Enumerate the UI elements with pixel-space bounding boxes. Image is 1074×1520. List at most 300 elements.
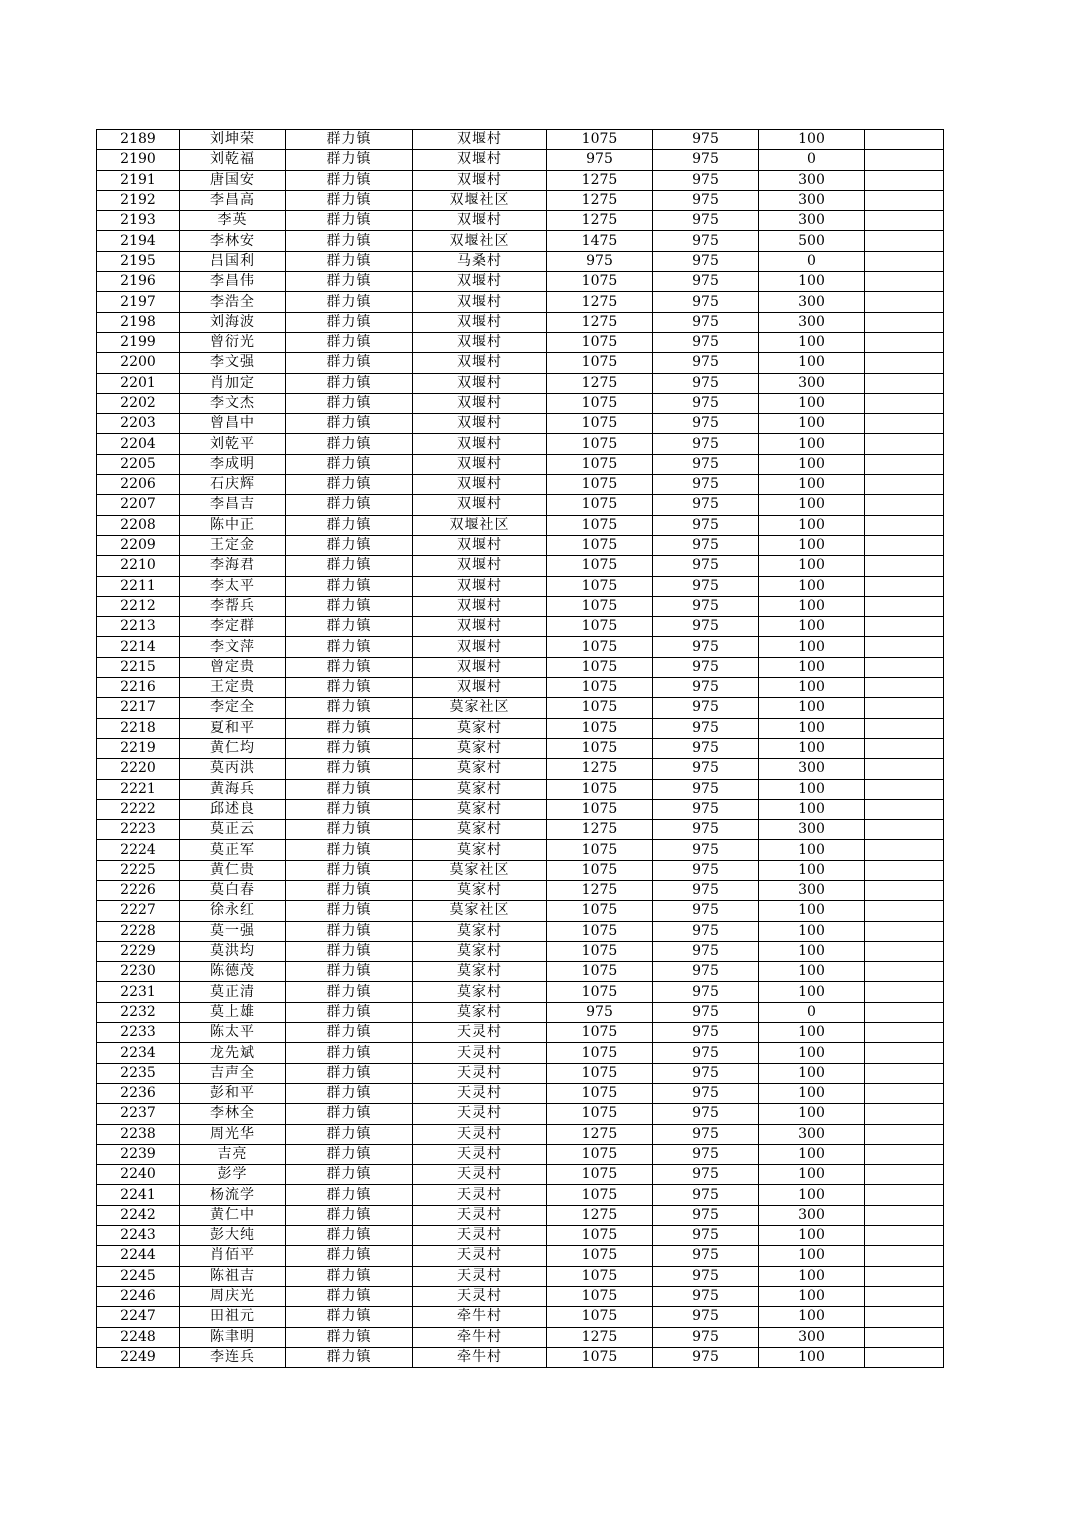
difference-cell: 100 (759, 1286, 865, 1306)
name-cell: 李林安 (180, 231, 286, 251)
name-cell: 李昌伟 (180, 272, 286, 292)
table-row (97, 1307, 944, 1327)
row-number-cell: 2224 (97, 840, 180, 860)
amount-a-cell: 1075 (547, 1104, 653, 1124)
name-cell: 莫正云 (180, 820, 286, 840)
name-cell: 李太平 (180, 576, 286, 596)
amount-b-cell: 975 (653, 1226, 759, 1246)
table-row (97, 414, 944, 434)
remark-cell (865, 292, 944, 312)
amount-a-cell: 1075 (547, 637, 653, 657)
town-cell: 群力镇 (286, 475, 413, 495)
town-cell: 群力镇 (286, 1023, 413, 1043)
name-cell: 吕国利 (180, 251, 286, 271)
table-row (97, 190, 944, 210)
name-cell: 石庆辉 (180, 475, 286, 495)
town-cell: 群力镇 (286, 1063, 413, 1083)
village-cell: 天灵村 (413, 1185, 547, 1205)
town-cell: 群力镇 (286, 556, 413, 576)
difference-cell: 100 (759, 393, 865, 413)
row-number-cell: 2203 (97, 414, 180, 434)
name-cell: 彭和平 (180, 1083, 286, 1103)
table-row (97, 1347, 944, 1367)
remark-cell (865, 495, 944, 515)
village-cell: 莫家村 (413, 982, 547, 1002)
town-cell: 群力镇 (286, 901, 413, 921)
difference-cell: 100 (759, 921, 865, 941)
town-cell: 群力镇 (286, 434, 413, 454)
town-cell: 群力镇 (286, 1002, 413, 1022)
village-cell: 莫家村 (413, 941, 547, 961)
amount-a-cell: 1075 (547, 475, 653, 495)
village-cell: 双堰社区 (413, 231, 547, 251)
table-row (97, 840, 944, 860)
village-cell: 天灵村 (413, 1165, 547, 1185)
village-cell: 双堰村 (413, 556, 547, 576)
amount-a-cell: 1275 (547, 170, 653, 190)
amount-b-cell: 975 (653, 657, 759, 677)
row-number-cell: 2229 (97, 941, 180, 961)
town-cell: 群力镇 (286, 799, 413, 819)
row-number-cell: 2210 (97, 556, 180, 576)
row-number-cell: 2239 (97, 1144, 180, 1164)
name-cell: 黄仁贵 (180, 860, 286, 880)
remark-cell (865, 962, 944, 982)
remark-cell (865, 1286, 944, 1306)
table-row (97, 718, 944, 738)
table-row (97, 820, 944, 840)
amount-a-cell: 1075 (547, 414, 653, 434)
name-cell: 陈聿明 (180, 1327, 286, 1347)
amount-b-cell: 975 (653, 1286, 759, 1306)
town-cell: 群力镇 (286, 617, 413, 637)
table-row (97, 1266, 944, 1286)
row-number-cell: 2201 (97, 373, 180, 393)
town-cell: 群力镇 (286, 312, 413, 332)
difference-cell: 100 (759, 941, 865, 961)
remark-cell (865, 1185, 944, 1205)
amount-b-cell: 975 (653, 718, 759, 738)
remark-cell (865, 880, 944, 900)
row-number-cell: 2245 (97, 1266, 180, 1286)
amount-a-cell: 1075 (547, 678, 653, 698)
difference-cell: 500 (759, 231, 865, 251)
difference-cell: 100 (759, 332, 865, 352)
amount-b-cell: 975 (653, 596, 759, 616)
difference-cell: 100 (759, 779, 865, 799)
amount-b-cell: 975 (653, 292, 759, 312)
name-cell: 李海君 (180, 556, 286, 576)
row-number-cell: 2214 (97, 637, 180, 657)
table-row (97, 617, 944, 637)
name-cell: 曾衍光 (180, 332, 286, 352)
difference-cell: 100 (759, 414, 865, 434)
village-cell: 莫家社区 (413, 901, 547, 921)
remark-cell (865, 1165, 944, 1185)
village-cell: 双堰村 (413, 495, 547, 515)
village-cell: 天灵村 (413, 1246, 547, 1266)
row-number-cell: 2207 (97, 495, 180, 515)
amount-b-cell: 975 (653, 454, 759, 474)
town-cell: 群力镇 (286, 454, 413, 474)
row-number-cell: 2247 (97, 1307, 180, 1327)
row-number-cell: 2200 (97, 353, 180, 373)
table-row (97, 231, 944, 251)
remark-cell (865, 272, 944, 292)
village-cell: 双堰村 (413, 617, 547, 637)
row-number-cell: 2225 (97, 860, 180, 880)
amount-a-cell: 1075 (547, 617, 653, 637)
difference-cell: 100 (759, 556, 865, 576)
difference-cell: 100 (759, 901, 865, 921)
remark-cell (865, 759, 944, 779)
difference-cell: 100 (759, 1165, 865, 1185)
name-cell: 莫洪均 (180, 941, 286, 961)
amount-a-cell: 975 (547, 1002, 653, 1022)
amount-b-cell: 975 (653, 1327, 759, 1347)
town-cell: 群力镇 (286, 211, 413, 231)
row-number-cell: 2227 (97, 901, 180, 921)
difference-cell: 300 (759, 759, 865, 779)
remark-cell (865, 596, 944, 616)
name-cell: 李连兵 (180, 1347, 286, 1367)
remark-cell (865, 150, 944, 170)
town-cell: 群力镇 (286, 1327, 413, 1347)
name-cell: 王定贵 (180, 678, 286, 698)
town-cell: 群力镇 (286, 353, 413, 373)
amount-b-cell: 975 (653, 1266, 759, 1286)
amount-b-cell: 975 (653, 414, 759, 434)
remark-cell (865, 170, 944, 190)
amount-b-cell: 975 (653, 1083, 759, 1103)
amount-b-cell: 975 (653, 1063, 759, 1083)
town-cell: 群力镇 (286, 292, 413, 312)
amount-b-cell: 975 (653, 353, 759, 373)
town-cell: 群力镇 (286, 982, 413, 1002)
table-row (97, 678, 944, 698)
difference-cell: 100 (759, 495, 865, 515)
amount-a-cell: 1275 (547, 190, 653, 210)
amount-a-cell: 1075 (547, 434, 653, 454)
row-number-cell: 2197 (97, 292, 180, 312)
difference-cell: 100 (759, 475, 865, 495)
village-cell: 天灵村 (413, 1043, 547, 1063)
village-cell: 双堰村 (413, 292, 547, 312)
row-number-cell: 2215 (97, 657, 180, 677)
village-cell: 牵牛村 (413, 1307, 547, 1327)
name-cell: 陈祖吉 (180, 1266, 286, 1286)
remark-cell (865, 1083, 944, 1103)
name-cell: 黄海兵 (180, 779, 286, 799)
amount-b-cell: 975 (653, 556, 759, 576)
village-cell: 莫家社区 (413, 698, 547, 718)
name-cell: 李定群 (180, 617, 286, 637)
row-number-cell: 2244 (97, 1246, 180, 1266)
amount-a-cell: 1075 (547, 130, 653, 150)
remark-cell (865, 556, 944, 576)
difference-cell: 100 (759, 1266, 865, 1286)
remark-cell (865, 860, 944, 880)
remark-cell (865, 251, 944, 271)
amount-a-cell: 1075 (547, 596, 653, 616)
table-row (97, 1165, 944, 1185)
amount-b-cell: 975 (653, 799, 759, 819)
amount-b-cell: 975 (653, 738, 759, 758)
difference-cell: 100 (759, 576, 865, 596)
row-number-cell: 2221 (97, 779, 180, 799)
table-row (97, 1043, 944, 1063)
amount-a-cell: 1275 (547, 1327, 653, 1347)
row-number-cell: 2232 (97, 1002, 180, 1022)
difference-cell: 300 (759, 373, 865, 393)
remark-cell (865, 637, 944, 657)
table-row (97, 535, 944, 555)
remark-cell (865, 1043, 944, 1063)
amount-a-cell: 1075 (547, 1144, 653, 1164)
village-cell: 双堰村 (413, 596, 547, 616)
amount-a-cell: 1075 (547, 1266, 653, 1286)
amount-b-cell: 975 (653, 535, 759, 555)
remark-cell (865, 130, 944, 150)
remark-cell (865, 718, 944, 738)
town-cell: 群力镇 (286, 596, 413, 616)
village-cell: 双堰村 (413, 211, 547, 231)
table-row (97, 292, 944, 312)
town-cell: 群力镇 (286, 1286, 413, 1306)
table-body (97, 130, 944, 1368)
town-cell: 群力镇 (286, 678, 413, 698)
village-cell: 天灵村 (413, 1063, 547, 1083)
remark-cell (865, 211, 944, 231)
amount-a-cell: 1075 (547, 860, 653, 880)
table-row (97, 596, 944, 616)
town-cell: 群力镇 (286, 657, 413, 677)
row-number-cell: 2216 (97, 678, 180, 698)
amount-a-cell: 1275 (547, 373, 653, 393)
table-row (97, 901, 944, 921)
table-row (97, 434, 944, 454)
amount-a-cell: 1275 (547, 880, 653, 900)
difference-cell: 100 (759, 678, 865, 698)
amount-b-cell: 975 (653, 211, 759, 231)
village-cell: 莫家村 (413, 962, 547, 982)
town-cell: 群力镇 (286, 535, 413, 555)
town-cell: 群力镇 (286, 1307, 413, 1327)
difference-cell: 300 (759, 312, 865, 332)
amount-b-cell: 975 (653, 393, 759, 413)
village-cell: 天灵村 (413, 1124, 547, 1144)
town-cell: 群力镇 (286, 576, 413, 596)
name-cell: 李林全 (180, 1104, 286, 1124)
town-cell: 群力镇 (286, 231, 413, 251)
difference-cell: 100 (759, 515, 865, 535)
town-cell: 群力镇 (286, 860, 413, 880)
row-number-cell: 2190 (97, 150, 180, 170)
village-cell: 天灵村 (413, 1083, 547, 1103)
amount-a-cell: 1075 (547, 901, 653, 921)
name-cell: 肖佰平 (180, 1246, 286, 1266)
town-cell: 群力镇 (286, 840, 413, 860)
row-number-cell: 2240 (97, 1165, 180, 1185)
amount-b-cell: 975 (653, 941, 759, 961)
remark-cell (865, 982, 944, 1002)
remark-cell (865, 576, 944, 596)
remark-cell (865, 1144, 944, 1164)
name-cell: 莫一强 (180, 921, 286, 941)
village-cell: 莫家村 (413, 1002, 547, 1022)
name-cell: 邱述良 (180, 799, 286, 819)
remark-cell (865, 901, 944, 921)
row-number-cell: 2228 (97, 921, 180, 941)
difference-cell: 300 (759, 1205, 865, 1225)
village-cell: 莫家村 (413, 779, 547, 799)
amount-a-cell: 1075 (547, 495, 653, 515)
town-cell: 群力镇 (286, 1124, 413, 1144)
amount-b-cell: 975 (653, 251, 759, 271)
town-cell: 群力镇 (286, 1165, 413, 1185)
name-cell: 陈中正 (180, 515, 286, 535)
amount-a-cell: 1075 (547, 576, 653, 596)
town-cell: 群力镇 (286, 698, 413, 718)
amount-b-cell: 975 (653, 982, 759, 1002)
row-number-cell: 2198 (97, 312, 180, 332)
remark-cell (865, 678, 944, 698)
town-cell: 群力镇 (286, 921, 413, 941)
village-cell: 双堰村 (413, 434, 547, 454)
village-cell: 双堰村 (413, 657, 547, 677)
amount-b-cell: 975 (653, 1165, 759, 1185)
name-cell: 周光华 (180, 1124, 286, 1144)
village-cell: 天灵村 (413, 1104, 547, 1124)
table-row (97, 475, 944, 495)
amount-a-cell: 1075 (547, 1185, 653, 1205)
difference-cell: 300 (759, 292, 865, 312)
table-row (97, 251, 944, 271)
remark-cell (865, 1104, 944, 1124)
table-row (97, 373, 944, 393)
amount-b-cell: 975 (653, 190, 759, 210)
amount-b-cell: 975 (653, 860, 759, 880)
amount-b-cell: 975 (653, 495, 759, 515)
remark-cell (865, 617, 944, 637)
name-cell: 陈德茂 (180, 962, 286, 982)
amount-a-cell: 1075 (547, 1043, 653, 1063)
difference-cell: 300 (759, 1124, 865, 1144)
name-cell: 李浩全 (180, 292, 286, 312)
row-number-cell: 2204 (97, 434, 180, 454)
village-cell: 马桑村 (413, 251, 547, 271)
village-cell: 双堰村 (413, 332, 547, 352)
row-number-cell: 2236 (97, 1083, 180, 1103)
village-cell: 牵牛村 (413, 1327, 547, 1347)
town-cell: 群力镇 (286, 637, 413, 657)
town-cell: 群力镇 (286, 1185, 413, 1205)
table-row (97, 738, 944, 758)
town-cell: 群力镇 (286, 515, 413, 535)
row-number-cell: 2212 (97, 596, 180, 616)
remark-cell (865, 1266, 944, 1286)
town-cell: 群力镇 (286, 880, 413, 900)
difference-cell: 0 (759, 251, 865, 271)
name-cell: 刘坤荣 (180, 130, 286, 150)
name-cell: 黄仁均 (180, 738, 286, 758)
amount-a-cell: 1075 (547, 272, 653, 292)
village-cell: 双堰村 (413, 312, 547, 332)
difference-cell: 100 (759, 434, 865, 454)
amount-b-cell: 975 (653, 1246, 759, 1266)
amount-a-cell: 1075 (547, 738, 653, 758)
town-cell: 群力镇 (286, 820, 413, 840)
amount-a-cell: 1075 (547, 1023, 653, 1043)
village-cell: 莫家村 (413, 921, 547, 941)
village-cell: 双堰村 (413, 637, 547, 657)
row-number-cell: 2230 (97, 962, 180, 982)
difference-cell: 100 (759, 860, 865, 880)
town-cell: 群力镇 (286, 190, 413, 210)
town-cell: 群力镇 (286, 941, 413, 961)
name-cell: 曾昌中 (180, 414, 286, 434)
amount-a-cell: 1075 (547, 698, 653, 718)
row-number-cell: 2194 (97, 231, 180, 251)
table-row (97, 1246, 944, 1266)
remark-cell (865, 698, 944, 718)
town-cell: 群力镇 (286, 962, 413, 982)
row-number-cell: 2202 (97, 393, 180, 413)
amount-a-cell: 975 (547, 251, 653, 271)
amount-b-cell: 975 (653, 150, 759, 170)
table-row (97, 941, 944, 961)
table-row (97, 637, 944, 657)
remark-cell (865, 1002, 944, 1022)
difference-cell: 300 (759, 880, 865, 900)
remark-cell (865, 1124, 944, 1144)
remark-cell (865, 1023, 944, 1043)
remark-cell (865, 941, 944, 961)
name-cell: 杨流学 (180, 1185, 286, 1205)
data-table (96, 129, 944, 1368)
row-number-cell: 2217 (97, 698, 180, 718)
amount-b-cell: 975 (653, 1043, 759, 1063)
amount-a-cell: 1075 (547, 982, 653, 1002)
amount-a-cell: 1075 (547, 1165, 653, 1185)
table-row (97, 1327, 944, 1347)
amount-b-cell: 975 (653, 1144, 759, 1164)
name-cell: 莫丙洪 (180, 759, 286, 779)
difference-cell: 100 (759, 535, 865, 555)
row-number-cell: 2196 (97, 272, 180, 292)
amount-a-cell: 1275 (547, 312, 653, 332)
row-number-cell: 2208 (97, 515, 180, 535)
amount-a-cell: 1075 (547, 454, 653, 474)
row-number-cell: 2246 (97, 1286, 180, 1306)
row-number-cell: 2218 (97, 718, 180, 738)
difference-cell: 100 (759, 1246, 865, 1266)
table-row (97, 393, 944, 413)
remark-cell (865, 779, 944, 799)
town-cell: 群力镇 (286, 1043, 413, 1063)
village-cell: 双堰村 (413, 150, 547, 170)
name-cell: 彭学 (180, 1165, 286, 1185)
amount-b-cell: 975 (653, 617, 759, 637)
name-cell: 李昌高 (180, 190, 286, 210)
amount-b-cell: 975 (653, 901, 759, 921)
row-number-cell: 2242 (97, 1205, 180, 1225)
table-row (97, 1063, 944, 1083)
village-cell: 莫家村 (413, 820, 547, 840)
row-number-cell: 2248 (97, 1327, 180, 1347)
name-cell: 莫正清 (180, 982, 286, 1002)
remark-cell (865, 1246, 944, 1266)
